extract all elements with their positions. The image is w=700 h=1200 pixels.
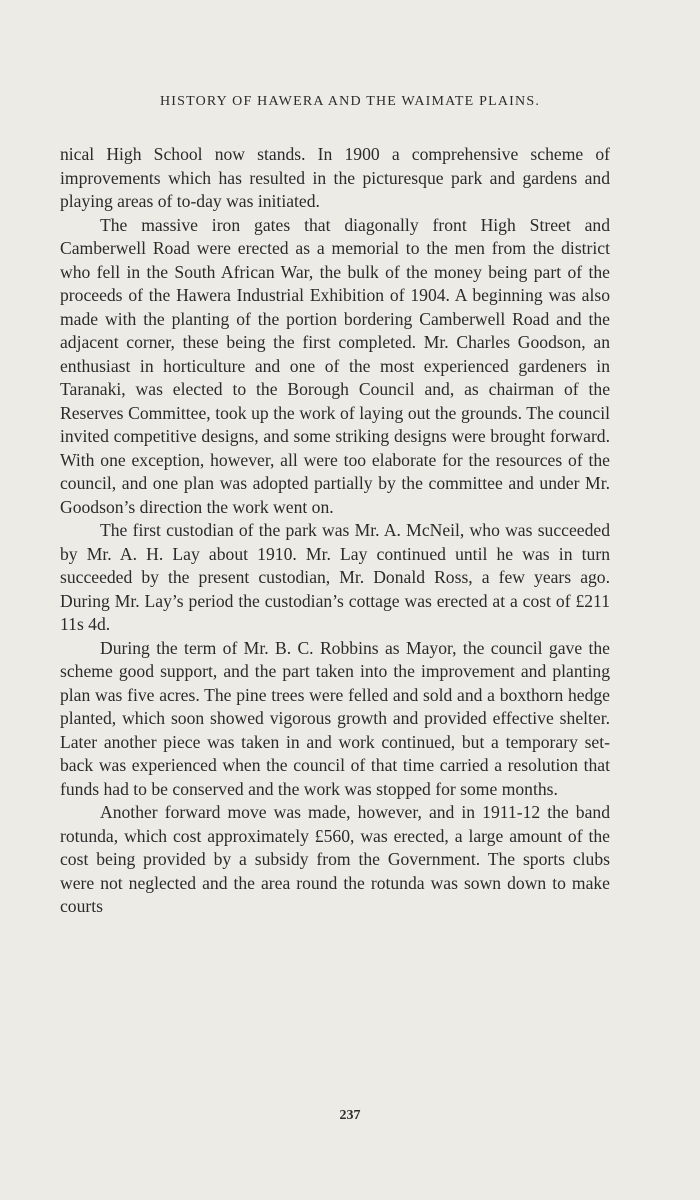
paragraph-1: nical High School now stands. In 1900 a comprehensive scheme of improvements which has resulted in the picturesque park and gardens and playing areas of to-day was initiated. — [60, 144, 610, 211]
page-number: 237 — [339, 1108, 361, 1123]
paragraph-4: During the term of Mr. B. C. Robbins as Mayor, the council gave the scheme good support, and the part taken into the improvement and planting plan was five acres. The pine trees were felled and sold and a boxthorn hedge planted, which soon showed vigorous growth and provided effective shelter. Later another piece was taken in and work continued, but a temporary set-back was experienced when the council of that time carried a resolution that funds had to be conserved and the work was stopped for some months. — [60, 637, 610, 799]
paragraph-2: The massive iron gates that diagonally front High Street and Camberwell Road were erected as a memorial to the men from the district who fell in the South African War, the bulk of the money being part of the proceeds of the Hawera Industrial Exhibition of 1904. A beginning was also made with the planting of the portion bordering Camberwell Road and the adjacent corner, these being the first completed. Mr. Charles Goodson, an enthusiast in horticulture and one of the most experienced gardeners in Taranaki, was elected to the Borough Council and, as chairman of the Reserves Committee, took up the work of laying out the grounds. The council invited competitive designs, and some striking designs were brought forward. With one exception, however, all were too elaborate for the resources of the council, and one plan was adopted partially by the committee and under Mr. Goodson’s direction the work went on. — [60, 214, 610, 517]
body-text — [60, 143, 610, 919]
paragraph-3: The first custodian of the park was Mr. A. McNeil, who was succeeded by Mr. A. H. Lay about 1910. Mr. Lay continued until he was in turn succeeded by the present custodian, Mr. Donald Ross, a few years ago. During Mr. Lay’s period the custodian’s cottage was erected at a cost of £211 11s 4d. — [60, 520, 610, 634]
paragraph-5: Another forward move was made, however, and in 1911-12 the band rotunda, which cost approximately £560, was erected, a large amount of the cost being provided by a subsidy from the Government. The sports clubs were not neglected and the area round the rotunda was sown down to make courts — [60, 802, 610, 916]
running-head: HISTORY OF HAWERA AND THE WAIMATE PLAINS. — [159, 94, 541, 109]
